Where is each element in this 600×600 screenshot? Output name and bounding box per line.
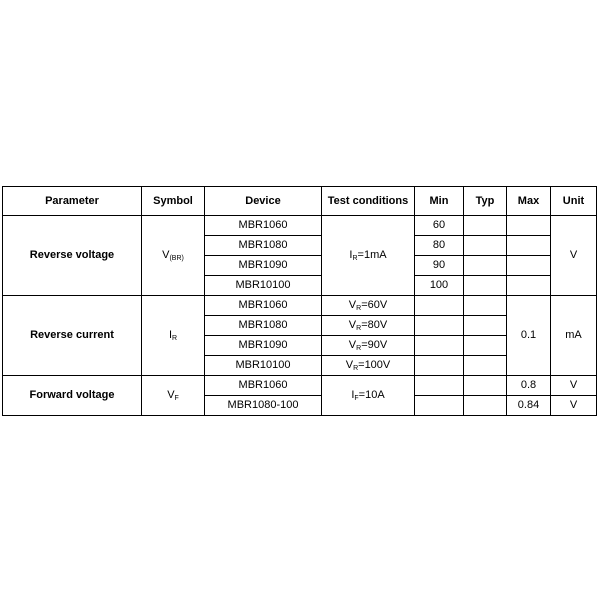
parameter-cell: Reverse voltage <box>3 216 142 296</box>
condition-cell <box>322 376 415 416</box>
header-test-conditions: Test conditions <box>322 187 415 216</box>
unit-cell: V <box>551 396 597 416</box>
min-cell: 60 <box>415 216 464 236</box>
parameter-cell: Reverse current <box>3 296 142 376</box>
min-cell: 80 <box>415 236 464 256</box>
header-min: Min <box>415 187 464 216</box>
header-unit: Unit <box>551 187 597 216</box>
condition-cell <box>322 216 415 296</box>
header-typ: Typ <box>464 187 507 216</box>
condition-base: V <box>348 339 357 351</box>
parameter-cell: Forward voltage <box>3 376 142 416</box>
condition-cell <box>322 336 415 356</box>
device-cell: MBR1060 <box>205 216 322 236</box>
table-row <box>3 296 597 316</box>
device-cell: MBR1060 <box>205 376 322 396</box>
symbol-base: V <box>162 249 170 261</box>
typ-cell <box>464 236 507 256</box>
device-cell: MBR1080-100 <box>205 396 322 416</box>
condition-sub: R <box>356 305 362 312</box>
typ-cell <box>464 276 507 296</box>
condition-rest: =60V <box>361 299 388 311</box>
typ-cell <box>464 396 507 416</box>
device-cell: MBR1090 <box>205 336 322 356</box>
header-row <box>3 187 597 216</box>
min-cell <box>415 396 464 416</box>
symbol-sub: (BR) <box>169 255 184 262</box>
condition-base: I <box>349 249 353 261</box>
condition-sub: R <box>356 325 362 332</box>
table-row <box>3 376 597 396</box>
condition-cell <box>322 296 415 316</box>
condition-cell <box>322 356 415 376</box>
max-cell <box>507 216 551 236</box>
max-cell: 0.84 <box>507 396 551 416</box>
condition-rest: =100V <box>358 359 391 371</box>
spec-table <box>2 186 597 416</box>
condition-rest: =90V <box>361 339 388 351</box>
header-symbol: Symbol <box>142 187 205 216</box>
min-cell <box>415 336 464 356</box>
typ-cell <box>464 296 507 316</box>
typ-cell <box>464 256 507 276</box>
device-cell: MBR10100 <box>205 356 322 376</box>
min-cell <box>415 356 464 376</box>
symbol-base: V <box>167 389 175 401</box>
max-cell <box>507 256 551 276</box>
symbol-sub: F <box>174 395 179 402</box>
condition-sub: R <box>352 255 358 262</box>
condition-rest: =80V <box>361 319 388 331</box>
unit-cell: mA <box>551 296 597 376</box>
condition-rest: =10A <box>358 389 385 401</box>
typ-cell <box>464 216 507 236</box>
condition-sub: F <box>354 395 359 402</box>
unit-cell: V <box>551 376 597 396</box>
max-cell <box>507 236 551 256</box>
min-cell <box>415 316 464 336</box>
header-parameter: Parameter <box>3 187 142 216</box>
device-cell: MBR1060 <box>205 296 322 316</box>
header-max: Max <box>507 187 551 216</box>
device-cell: MBR1080 <box>205 316 322 336</box>
typ-cell <box>464 336 507 356</box>
condition-sub: R <box>356 345 362 352</box>
typ-cell <box>464 376 507 396</box>
min-cell: 90 <box>415 256 464 276</box>
symbol-cell <box>142 216 205 296</box>
condition-sub: R <box>353 365 359 372</box>
symbol-sub: R <box>172 335 178 342</box>
typ-cell <box>464 316 507 336</box>
max-cell <box>507 276 551 296</box>
symbol-base: I <box>168 329 172 341</box>
symbol-cell <box>142 376 205 416</box>
unit-cell: V <box>551 216 597 296</box>
max-cell: 0.8 <box>507 376 551 396</box>
condition-base: V <box>348 319 357 331</box>
condition-base: V <box>348 299 357 311</box>
table-row <box>3 216 597 236</box>
max-cell: 0.1 <box>507 296 551 376</box>
condition-rest: =1mA <box>357 249 387 261</box>
header-device: Device <box>205 187 322 216</box>
device-cell: MBR10100 <box>205 276 322 296</box>
device-cell: MBR1090 <box>205 256 322 276</box>
symbol-cell <box>142 296 205 376</box>
condition-base: V <box>345 359 354 371</box>
condition-cell <box>322 316 415 336</box>
min-cell <box>415 376 464 396</box>
device-cell: MBR1080 <box>205 236 322 256</box>
min-cell: 100 <box>415 276 464 296</box>
typ-cell <box>464 356 507 376</box>
min-cell <box>415 296 464 316</box>
condition-base: I <box>351 389 355 401</box>
